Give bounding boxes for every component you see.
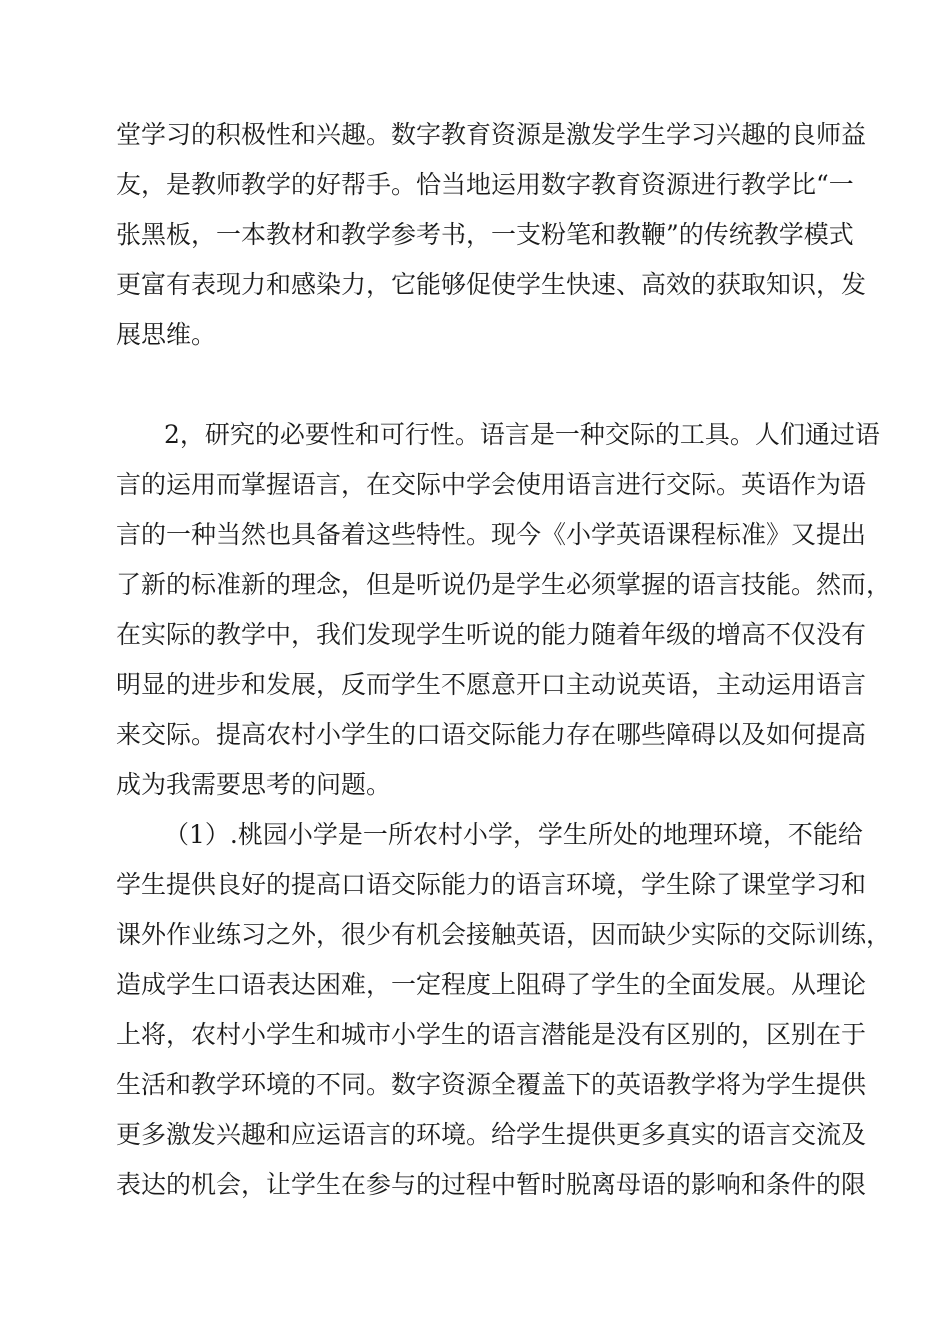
text-line: 友，是教师教学的好帮手。恰当地运用数字教育资源进行教学比“一	[116, 170, 854, 199]
text-line: 明显的进步和发展，反而学生不愿意开口主动说英语，主动运用语言	[116, 670, 867, 699]
text-line: 言的一种当然也具备着这些特性。现今《小学英语课程标准》又提出	[116, 520, 867, 549]
text-line: 更富有表现力和感染力，它能够促使学生快速、高效的获取知识，发	[116, 270, 867, 299]
text-line: 课外作业练习之外，很少有机会接触英语，因而缺少实际的交际训练，	[116, 920, 892, 949]
text-line: 2，研究的必要性和可行性。语言是一种交际的工具。人们通过语	[164, 420, 880, 449]
text-line: 学生提供良好的提高口语交际能力的语言环境，学生除了课堂学习和	[116, 870, 867, 899]
text-line: 了新的标准新的理念，但是听说仍是学生必须掌握的语言技能。然而，	[116, 570, 892, 599]
text-line: 上将，农村小学生和城市小学生的语言潜能是没有区别的，区别在于	[116, 1020, 867, 1049]
text-line: 言的运用而掌握语言，在交际中学会使用语言进行交际。英语作为语	[116, 470, 867, 499]
text-line: 在实际的教学中，我们发现学生听说的能力随着年级的增高不仅没有	[116, 620, 867, 649]
text-line: （1）.桃园小学是一所农村小学，学生所处的地理环境，不能给	[164, 820, 863, 849]
text-line: 更多激发兴趣和应运语言的环境。给学生提供更多真实的语言交流及	[116, 1120, 867, 1149]
text-line: 堂学习的积极性和兴趣。数字教育资源是激发学生学习兴趣的良师益	[116, 120, 867, 149]
text-line: 造成学生口语表达困难，一定程度上阻碍了学生的全面发展。从理论	[116, 970, 867, 999]
text-line: 表达的机会，让学生在参与的过程中暂时脱离母语的影响和条件的限	[116, 1170, 867, 1199]
text-line: 成为我需要思考的问题。	[116, 770, 392, 799]
text-line: 张黑板，一本教材和教学参考书，一支粉笔和教鞭”的传统教学模式	[116, 220, 854, 249]
text-line: 展思维。	[116, 320, 217, 349]
text-line: 生活和教学环境的不同。数字资源全覆盖下的英语教学将为学生提供	[116, 1070, 867, 1099]
text-line: 来交际。提高农村小学生的口语交际能力存在哪些障碍以及如何提高	[116, 720, 867, 749]
